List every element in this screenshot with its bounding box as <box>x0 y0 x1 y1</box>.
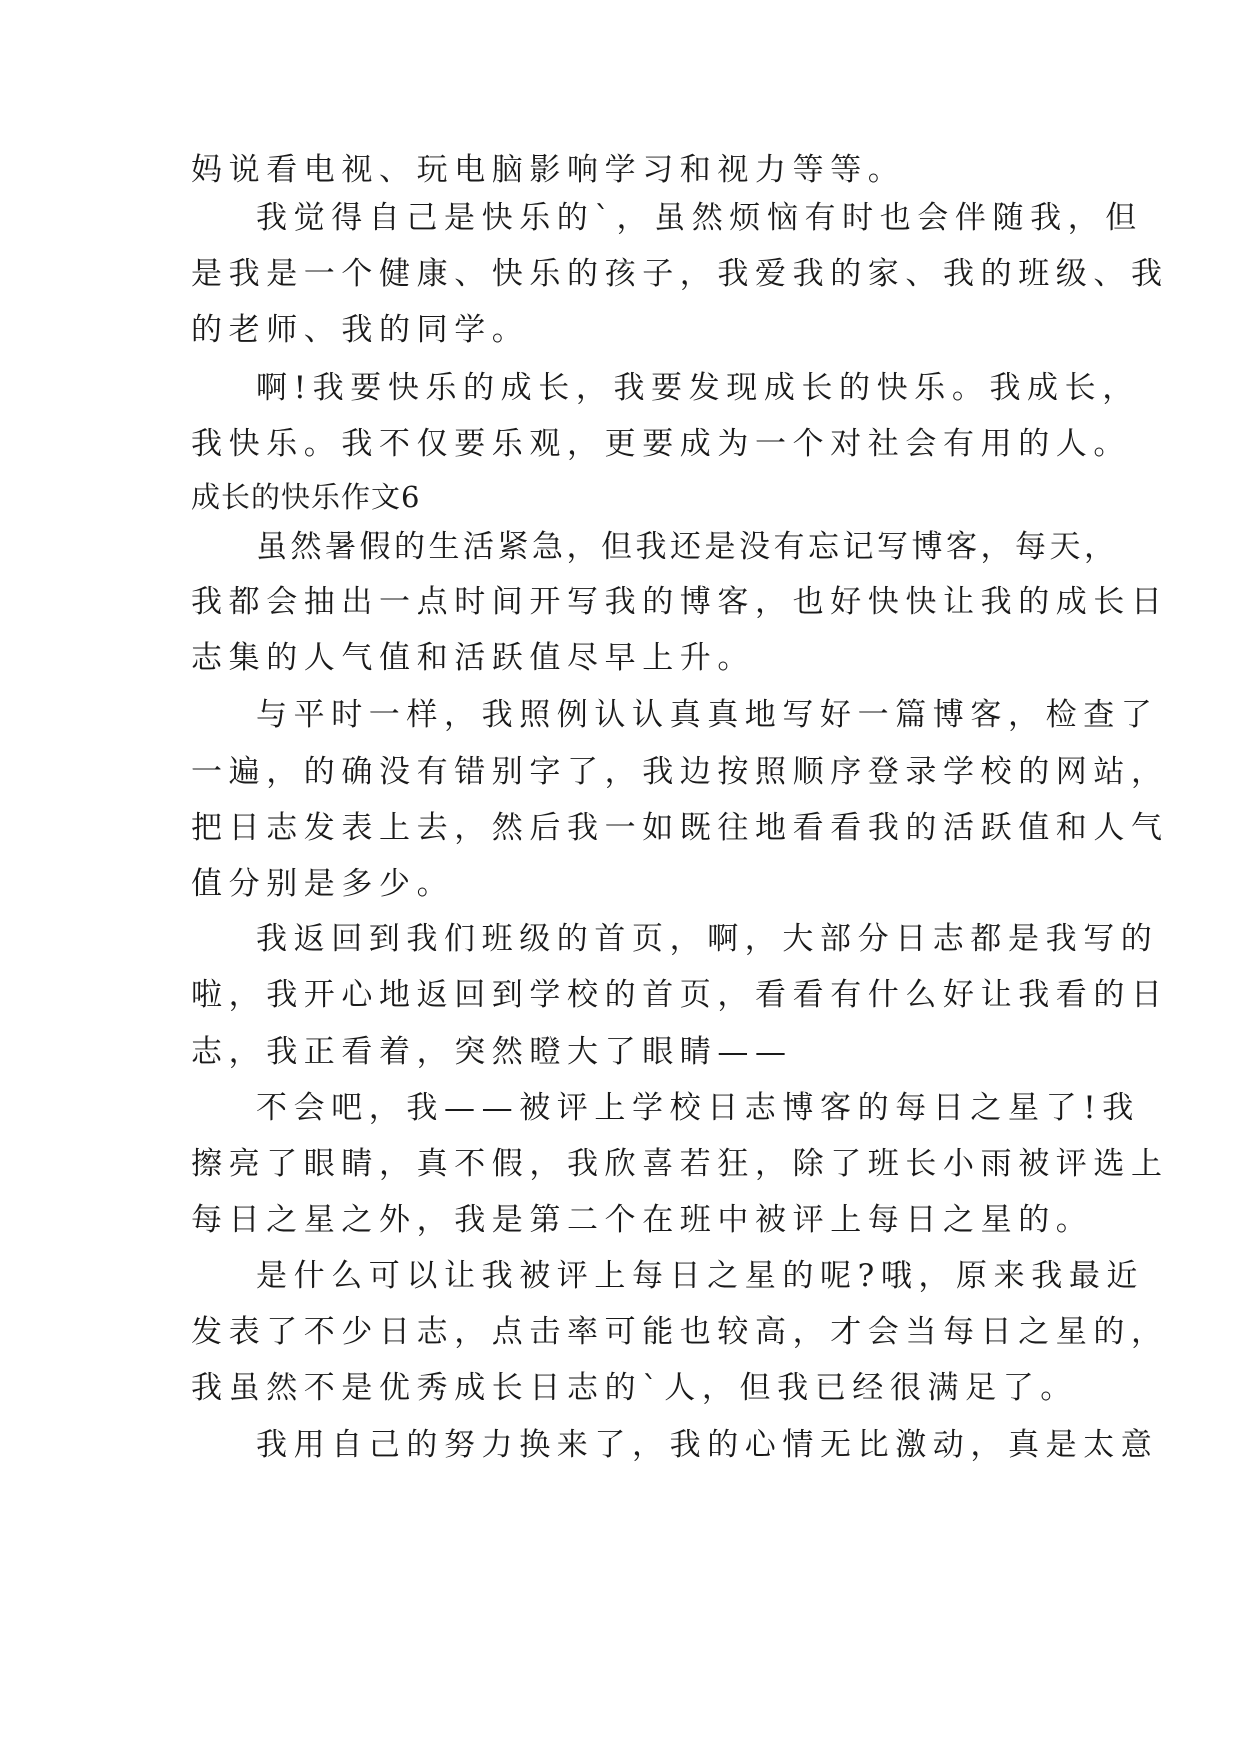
text-line: 志，我正看着，突然瞪大了眼睛—— <box>191 1034 793 1070</box>
text-line: 擦亮了眼睛，真不假，我欣喜若狂，除了班长小雨被评选上 <box>191 1146 1169 1182</box>
text-line: 的老师、我的同学。 <box>191 312 530 348</box>
text-line: 是我是一个健康、快乐的孩子，我爱我的家、我的班级、我 <box>191 256 1169 292</box>
text-line: 发表了不少日志，点击率可能也较高，才会当每日之星的， <box>191 1314 1169 1350</box>
text-line: 是什么可以让我被评上每日之星的呢?哦，原来我最近 <box>256 1258 1145 1294</box>
text-line: 把日志发表上去，然后我一如既往地看看我的活跃值和人气 <box>191 810 1169 846</box>
text-line: 虽然暑假的生活紧急，但我还是没有忘记写博客，每天， <box>256 529 1119 565</box>
text-line: 不会吧，我——被评上学校日志博客的每日之星了!我 <box>256 1090 1140 1126</box>
text-line: 与平时一样，我照例认认真真地写好一篇博客，检查了 <box>256 697 1159 733</box>
text-line: 我返回到我们班级的首页，啊，大部分日志都是我写的 <box>256 921 1159 957</box>
text-line: 我都会抽出一点时间开写我的博客，也好快快让我的成长日 <box>191 584 1169 620</box>
text-line: 我虽然不是优秀成长日志的`人，但我已经很满足了。 <box>191 1370 1078 1406</box>
text-line: 啊!我要快乐的成长，我要发现成长的快乐。我成长， <box>256 370 1140 406</box>
text-line: 志集的人气值和活跃值尽早上升。 <box>191 640 755 676</box>
text-line: 值分别是多少。 <box>191 866 455 902</box>
text-line: 妈说看电视、玩电脑影响学习和视力等等。 <box>191 152 906 188</box>
text-line: 我用自己的努力换来了，我的心情无比激动，真是太意 <box>256 1427 1159 1463</box>
text-line: 啦，我开心地返回到学校的首页，看看有什么好让我看的日 <box>191 977 1169 1013</box>
text-line: 我快乐。我不仅要乐观，更要成为一个对社会有用的人。 <box>191 426 1131 462</box>
text-line: 我觉得自己是快乐的`，虽然烦恼有时也会伴随我，但 <box>256 200 1143 236</box>
section-heading: 成长的快乐作文6 <box>191 480 421 514</box>
text-line: 一遍，的确没有错别字了，我边按照顺序登录学校的网站， <box>191 754 1169 790</box>
text-line: 每日之星之外，我是第二个在班中被评上每日之星的。 <box>191 1202 1094 1238</box>
